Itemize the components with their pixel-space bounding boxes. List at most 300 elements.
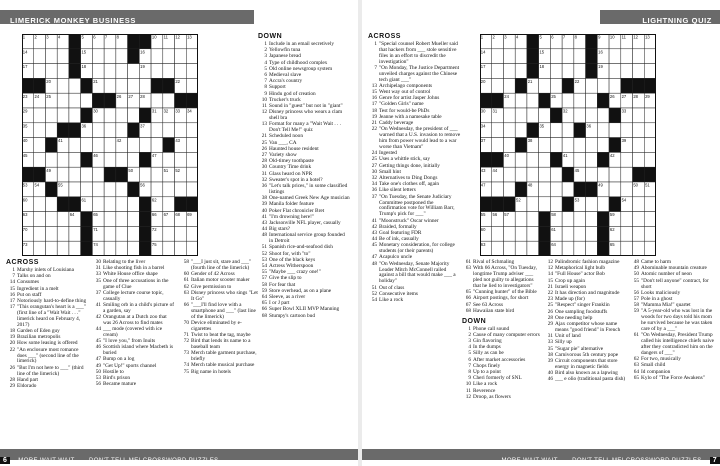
clue-text: Disney princess who wears a clam shell bra [269,109,343,122]
grid-answer-cell[interactable] [609,182,621,197]
clue-text: Accra's country [269,78,303,85]
grid-answer-cell[interactable] [175,182,187,197]
clue-number: 71 [183,331,189,338]
grid-answer-cell[interactable] [503,123,515,138]
grid-answer-cell[interactable] [92,123,104,138]
grid-answer-cell[interactable] [104,138,116,153]
grid-answer-cell[interactable] [562,241,574,256]
grid-cell-number: 71 [93,227,98,232]
grid-answer-cell[interactable] [151,64,163,79]
grid-answer-cell[interactable] [128,197,140,212]
grid-cell-number: 40 [504,153,509,158]
grid-answer-cell[interactable] [586,212,598,227]
grid-answer-cell[interactable] [597,167,609,182]
grid-answer-cell[interactable] [586,78,598,93]
grid-answer-cell[interactable] [57,108,69,123]
grid-answer-cell[interactable] [609,64,621,79]
clue-number: 62 [183,283,189,290]
grid-answer-cell[interactable] [104,152,116,167]
grid-answer-cell[interactable] [586,152,598,167]
clue-number: 41 [371,217,377,224]
grid-answer-cell[interactable] [163,241,175,256]
grid-answer-cell[interactable] [515,241,527,256]
grid-answer-cell[interactable] [515,108,527,123]
grid-answer-cell[interactable] [562,182,574,197]
grid-answer-cell[interactable] [633,226,645,241]
grid-answer-cell[interactable] [139,78,151,93]
grid-answer-cell[interactable] [57,152,69,167]
grid-answer-cell[interactable] [621,123,633,138]
grid-cell-number: 32 [163,108,169,114]
grid-answer-cell[interactable] [45,49,57,64]
grid-answer-cell[interactable] [586,226,598,241]
grid-answer-cell[interactable] [163,152,175,167]
grid-cell-number: 35 [22,123,28,129]
grid-answer-cell[interactable] [503,64,515,79]
grid-answer-cell[interactable] [644,212,656,227]
grid-answer-cell[interactable] [574,108,586,123]
grid-answer-cell[interactable] [186,167,198,182]
grid-answer-cell[interactable] [492,182,504,197]
clue-text: "On Wednesday, the president of ___ warned that a U.S. invasion to remove him from power would lead to a war worse than Vietnam" [379,126,461,150]
grid-cell-number: 33 [175,108,181,114]
clue-text: Became mature [103,381,137,388]
grid-block-cell [597,226,609,241]
grid-cell-number: 24 [34,93,40,99]
grid-answer-cell[interactable] [34,226,46,241]
grid-answer-cell[interactable] [116,123,128,138]
clue-number: 27 [371,162,377,169]
grid-answer-cell[interactable] [151,93,163,108]
grid-answer-cell[interactable] [104,241,116,256]
grid-answer-cell[interactable] [92,49,104,64]
grid-answer-cell[interactable] [34,138,46,153]
grid-answer-cell[interactable] [550,49,562,64]
grid-cell-number: 23 [22,93,28,99]
grid-answer-cell[interactable] [609,123,621,138]
grid-answer-cell[interactable] [597,197,609,212]
grid-answer-cell[interactable] [515,152,527,167]
grid-answer-cell[interactable] [57,78,69,93]
clue-item [544,359,628,371]
clue-number: 14 [547,271,553,278]
grid-answer-cell[interactable] [69,241,81,256]
clue-text: Bird also known as a lapwing [555,370,618,377]
grid-answer-cell[interactable] [574,152,586,167]
grid-answer-cell[interactable] [104,182,116,197]
grid-answer-cell[interactable] [574,138,586,153]
grid-answer-cell[interactable] [621,64,633,79]
grid-answer-cell[interactable] [69,226,81,241]
grid-answer-cell[interactable] [175,123,187,138]
grid-block-cell [116,167,128,182]
grid-answer-cell[interactable] [621,226,633,241]
grid-answer-cell[interactable] [92,138,104,153]
grid-answer-cell[interactable] [104,78,116,93]
grid-answer-cell[interactable] [139,138,151,153]
grid-answer-cell[interactable] [503,241,515,256]
grid-answer-cell[interactable] [621,182,633,197]
grid-answer-cell[interactable] [574,212,586,227]
grid-answer-cell[interactable] [562,93,574,108]
grid-answer-cell[interactable] [586,197,598,212]
grid-answer-cell[interactable] [81,93,93,108]
grid-answer-cell[interactable] [186,123,198,138]
grid-answer-cell[interactable] [539,138,551,153]
grid-answer-cell[interactable] [503,78,515,93]
grid-answer-cell[interactable] [92,64,104,79]
grid-answer-cell[interactable] [503,49,515,64]
grid-answer-cell[interactable] [57,93,69,108]
grid-answer-cell[interactable] [515,212,527,227]
grid-answer-cell[interactable] [151,49,163,64]
grid-answer-cell[interactable] [527,152,539,167]
grid-answer-cell[interactable] [116,212,128,227]
grid-answer-cell[interactable] [45,197,57,212]
clue-text: Getting things done, initially [379,162,440,169]
grid-answer-cell[interactable] [34,212,46,227]
grid-answer-cell[interactable] [104,197,116,212]
grid-answer-cell[interactable] [139,167,151,182]
grid-answer-cell[interactable] [633,64,645,79]
grid-answer-cell[interactable] [515,49,527,64]
grid-answer-cell[interactable] [586,138,598,153]
grid-answer-cell[interactable] [163,93,175,108]
grid-answer-cell[interactable] [503,226,515,241]
grid-answer-cell[interactable] [163,123,175,138]
clue-text: Caddy beverage [379,120,414,127]
grid-answer-cell[interactable] [116,182,128,197]
grid-block-cell [480,197,492,212]
grid-answer-cell[interactable] [175,226,187,241]
grid-answer-cell[interactable] [644,226,656,241]
grid-answer-cell[interactable] [186,138,198,153]
grid-answer-cell[interactable] [92,182,104,197]
grid-cell-number: 74 [93,241,98,247]
grid-answer-cell[interactable] [104,212,116,227]
grid-cell-number: 40 [22,138,28,144]
grid-answer-cell[interactable] [574,64,586,79]
grid-answer-cell[interactable] [515,93,527,108]
grid-answer-cell[interactable] [550,167,562,182]
clue-number: 7 [12,273,15,280]
grid-answer-cell[interactable] [57,212,69,227]
grid-answer-cell[interactable] [45,123,57,138]
grid-block-cell [186,93,198,108]
grid-answer-cell[interactable] [163,197,175,212]
grid-answer-cell[interactable] [562,123,574,138]
grid-answer-cell[interactable] [574,241,586,256]
grid-answer-cell[interactable] [574,226,586,241]
grid-answer-cell[interactable] [81,167,93,182]
grid-answer-cell[interactable] [562,212,574,227]
grid-answer-cell[interactable] [45,108,57,123]
grid-answer-cell[interactable] [151,182,163,197]
grid-answer-cell[interactable] [492,123,504,138]
grid-answer-cell[interactable] [151,138,163,153]
grid-answer-cell[interactable] [644,123,656,138]
grid-answer-cell[interactable] [34,64,46,79]
grid-block-cell [609,197,621,212]
clue-text: Glass heard on NPR [269,170,313,177]
grid-answer-cell[interactable] [69,93,81,108]
clue-number: 8 [264,84,267,91]
grid-answer-cell[interactable] [163,64,175,79]
grid-answer-cell[interactable] [527,241,539,256]
grid-answer-cell[interactable] [186,182,198,197]
grid-answer-cell[interactable] [69,152,81,167]
left-across-col1 [6,260,88,390]
grid-answer-cell[interactable] [527,197,539,212]
grid-answer-cell[interactable] [163,182,175,197]
grid-answer-cell[interactable] [92,197,104,212]
clue-text: Eldorado [17,382,37,389]
grid-answer-cell[interactable] [45,226,57,241]
grid-answer-cell[interactable] [515,226,527,241]
grid-answer-cell[interactable] [597,78,609,93]
grid-answer-cell[interactable] [45,212,57,227]
clue-text: "Respect" singer Franklin [555,302,610,309]
grid-answer-cell[interactable] [562,64,574,79]
grid-answer-cell[interactable] [163,226,175,241]
grid-cell-number: 19 [598,64,603,70]
grid-answer-cell[interactable] [69,182,81,197]
grid-answer-cell[interactable] [586,167,598,182]
clue-text: "Don't tell anyone" contract, for short [641,277,709,290]
grid-answer-cell[interactable] [175,152,187,167]
grid-answer-cell[interactable] [539,167,551,182]
grid-answer-cell[interactable] [503,182,515,197]
grid-answer-cell[interactable] [644,64,656,79]
grid-answer-cell[interactable] [503,138,515,153]
grid-answer-cell[interactable] [633,241,645,256]
grid-answer-cell[interactable] [104,64,116,79]
grid-answer-cell[interactable] [539,152,551,167]
grid-answer-cell[interactable] [128,108,140,123]
grid-answer-cell[interactable] [515,167,527,182]
grid-answer-cell[interactable] [128,212,140,227]
grid-answer-cell[interactable] [503,167,515,182]
grid-block-cell [515,78,527,93]
grid-cell-number: 34 [480,123,486,129]
grid-answer-cell[interactable] [503,108,515,123]
grid-answer-cell[interactable] [562,226,574,241]
grid-answer-cell[interactable] [539,108,551,123]
grid-answer-cell[interactable] [104,123,116,138]
grid-answer-cell[interactable] [621,212,633,227]
clue-text: In the dumps [473,344,501,351]
clue-text: Bump on a log [103,356,135,363]
grid-answer-cell[interactable] [128,241,140,256]
grid-answer-cell[interactable] [128,226,140,241]
clue-number: 41 [261,213,267,220]
grid-answer-cell[interactable] [492,78,504,93]
grid-answer-cell[interactable] [69,78,81,93]
grid-answer-cell[interactable] [609,167,621,182]
grid-answer-cell[interactable] [57,241,69,256]
grid-answer-cell[interactable] [515,64,527,79]
grid-answer-cell[interactable] [539,197,551,212]
grid-answer-cell[interactable] [562,49,574,64]
grid-answer-cell[interactable] [128,138,140,153]
grid-answer-cell[interactable] [45,241,57,256]
grid-answer-cell[interactable] [492,241,504,256]
grid-answer-cell[interactable] [574,49,586,64]
grid-block-cell [550,152,562,167]
grid-answer-cell[interactable] [597,108,609,123]
grid-answer-cell[interactable] [562,138,574,153]
grid-answer-cell[interactable] [34,49,46,64]
grid-answer-cell[interactable] [151,123,163,138]
grid-answer-cell[interactable] [633,49,645,64]
grid-cell-number: 15 [539,49,545,55]
grid-answer-cell[interactable] [175,241,187,256]
clue-number: 53 [95,375,101,382]
grid-answer-cell[interactable] [116,226,128,241]
grid-answer-cell[interactable] [527,226,539,241]
grid-answer-cell[interactable] [644,241,656,256]
grid-answer-cell[interactable] [104,226,116,241]
crossword-grid-left[interactable] [22,34,198,256]
grid-answer-cell[interactable] [550,138,562,153]
grid-answer-cell[interactable] [492,64,504,79]
grid-answer-cell[interactable] [45,64,57,79]
clue-number: 31 [547,333,553,340]
grid-answer-cell[interactable] [34,152,46,167]
grid-answer-cell[interactable] [492,49,504,64]
grid-answer-cell[interactable] [609,49,621,64]
grid-answer-cell[interactable] [586,241,598,256]
grid-answer-cell[interactable] [539,182,551,197]
grid-answer-cell[interactable] [116,49,128,64]
grid-answer-cell[interactable] [116,152,128,167]
clue-number: 12 [465,393,471,400]
grid-answer-cell[interactable] [81,138,93,153]
grid-answer-cell[interactable] [104,49,116,64]
grid-answer-cell[interactable] [527,108,539,123]
grid-answer-cell[interactable] [633,152,645,167]
grid-answer-cell[interactable] [644,49,656,64]
grid-answer-cell[interactable] [586,93,598,108]
grid-answer-cell[interactable] [57,49,69,64]
grid-answer-cell[interactable] [633,108,645,123]
grid-answer-cell[interactable] [609,78,621,93]
clue-text: Type of childhood complex [269,59,328,66]
grid-answer-cell[interactable] [57,226,69,241]
grid-answer-cell[interactable] [186,49,198,64]
grid-block-cell [527,64,539,79]
grid-answer-cell[interactable] [81,182,93,197]
grid-answer-cell[interactable] [92,167,104,182]
grid-answer-cell[interactable] [151,167,163,182]
grid-answer-cell[interactable] [175,64,187,79]
grid-block-cell [104,93,116,108]
grid-answer-cell[interactable] [633,123,645,138]
grid-answer-cell[interactable] [34,108,46,123]
clue-text: Hawaiian state bird [473,307,515,314]
grid-answer-cell[interactable] [186,152,198,167]
grid-answer-cell[interactable] [34,123,46,138]
grid-answer-cell[interactable] [116,197,128,212]
grid-block-cell [515,138,527,153]
grid-answer-cell[interactable] [621,167,633,182]
grid-cell-number: 50 [128,167,134,173]
grid-answer-cell[interactable] [621,152,633,167]
grid-answer-cell[interactable] [633,197,645,212]
clue-text: Ingredient in a melt [17,285,59,292]
clue-item [6,384,88,390]
grid-answer-cell[interactable] [644,108,656,123]
grid-answer-cell[interactable] [550,182,562,197]
grid-answer-cell[interactable] [57,167,69,182]
grid-block-cell [139,226,151,241]
grid-answer-cell[interactable] [550,197,562,212]
grid-answer-cell[interactable] [644,152,656,167]
grid-answer-cell[interactable] [128,64,140,79]
grid-answer-cell[interactable] [621,49,633,64]
grid-answer-cell[interactable] [128,152,140,167]
grid-answer-cell[interactable] [186,64,198,79]
grid-answer-cell[interactable] [186,226,198,241]
grid-answer-cell[interactable] [621,241,633,256]
grid-answer-cell[interactable] [104,108,116,123]
grid-answer-cell[interactable] [163,49,175,64]
grid-answer-cell[interactable] [69,138,81,153]
crossword-grid-right[interactable] [480,34,656,256]
grid-answer-cell[interactable] [34,197,46,212]
grid-answer-cell[interactable] [492,138,504,153]
clue-number: 66 [261,306,267,313]
grid-answer-cell[interactable] [175,49,187,64]
grid-answer-cell[interactable] [69,108,81,123]
grid-answer-cell[interactable] [633,138,645,153]
grid-answer-cell[interactable] [550,64,562,79]
grid-answer-cell[interactable] [515,123,527,138]
grid-answer-cell[interactable] [586,108,598,123]
clue-number: 38 [547,351,553,358]
grid-cell-number: 36 [586,123,592,129]
grid-answer-cell[interactable] [597,138,609,153]
grid-answer-cell[interactable] [597,123,609,138]
grid-answer-cell[interactable] [527,93,539,108]
grid-answer-cell[interactable] [574,93,586,108]
clue-text: Japanese bread [269,53,301,60]
grid-answer-cell[interactable] [45,152,57,167]
grid-answer-cell[interactable] [527,167,539,182]
grid-answer-cell[interactable] [550,78,562,93]
grid-answer-cell[interactable] [550,123,562,138]
grid-answer-cell[interactable] [633,212,645,227]
grid-answer-cell[interactable] [116,108,128,123]
grid-answer-cell[interactable] [57,64,69,79]
grid-answer-cell[interactable] [116,78,128,93]
grid-block-cell [574,182,586,197]
grid-answer-cell[interactable] [492,226,504,241]
grid-answer-cell[interactable] [186,241,198,256]
grid-answer-cell[interactable] [69,167,81,182]
grid-answer-cell[interactable] [644,138,656,153]
grid-answer-cell[interactable] [128,78,140,93]
clue-number: 38 [261,195,267,202]
grid-answer-cell[interactable] [34,241,46,256]
grid-answer-cell[interactable] [116,64,128,79]
grid-answer-cell[interactable] [527,212,539,227]
grid-answer-cell[interactable] [539,78,551,93]
clue-text: Bird's prison [103,375,130,382]
grid-answer-cell[interactable] [644,197,656,212]
grid-answer-cell[interactable] [116,241,128,256]
grid-answer-cell[interactable] [186,78,198,93]
